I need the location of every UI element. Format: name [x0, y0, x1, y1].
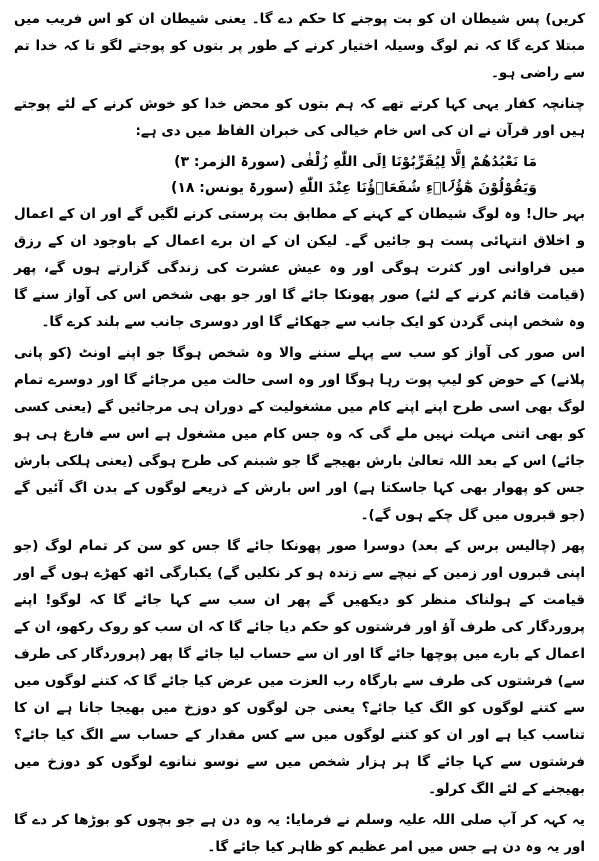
paragraph-idol-worship: بہر حال! وہ لوگ شیطان کے کہنے کے مطابق بت پرستی کرنے لگیں گے اور ان کے اعمال و اخلاق انتہائی پست ہو جائیں گے۔ لیکن ان کے ان برے اعمال کے باوجود ان کے رزق میں فراوانی اور کثرت ہوگی اور وہ عیش عشرت کی زندگی گزارتے ہوں گے، پھر (قیامت قائم کرنے کے لئے) صور پھونکا جائے گا اور جو بھی شخص اس کی آواز سنے گا وہ شخص اپنی گردن کو ایک جانب سے جھکائے گا اور دوسری جانب سے بلند کرے گا۔ [14, 206, 586, 330]
paragraph-first-trumpet: اس صور کی آواز کو سب سے پہلے سننے والا وہ شخص ہوگا جو اپنے اونٹ (کو پانی پلانے) کے حوض کو لیپ پوت رہا ہوگا اور وہ اسی حالت میں مرجائے گا اور دوسرے تمام لوگ بھی اسی طرح اپنے اپنے کام میں مشغولیت کے دوران ہی مرجائیں گے (یعنی کسی کو بھی اتنی مہلت نہیں ملے گی کہ وہ جس کام میں مشغول ہے اس سے فارغ ہی ہو جائے) اس کے بعد اللہ تعالیٰ بارش بھیجے گا جو شبنم کی طرح ہوگی (یعنی ہلکی بارش جس کو پھوار بھی کہا جاسکتا ہے) اور اس بارش کے ذریعے لوگوں کے بدن اگ آئیں گے (جو قبروں میں گل چکے ہوں گے)۔ [14, 345, 585, 523]
paragraph-second-trumpet: پھر (چالیس برس کے بعد) دوسرا صور پھونکا جائے گا جس کو سن کر تمام لوگ (جو اپنی قبروں اور زمین کے نیچے سے زندہ ہو کر نکلیں گے) یکبارگی اٹھ کھڑے ہوں گے اور قیامت کے ہولناک منظر کو دیکھیں گے پھر ان سب سے کہا جائے گا کہ لوگو! اپنے پروردگار کی طرف آؤ اور فرشتوں کو حکم دیا جائے گا کہ ان سب کو روک رکھو، ان کے اعمال کے بارے میں پوچھا جائے گا اور ان سے حساب لیا جائے گا پھر (پروردگار کی طرف سے) فرشتوں کی طرف سے بارگاہ رب العزت میں عرض کیا جائے گا کہ کتنے لوگوں میں سے کتنے لوگوں کو الگ کیا جائے؟ یعنی جن لوگوں کو دوزخ میں بھیجا جانا ہے ان کا تناسب کیا ہے اور ان کو کتنے لوگوں میں سے کس مقدار کے حساب سے الگ کیا جائے؟ فرشتوں سے کہا جائے گا ہر ہزار شخص میں سے نوسو ننانوے لوگوں کو دوزخ میں بھیجنے کے لئے الگ کرلو۔ [14, 538, 585, 797]
quran-ayah-zumar: مَا نَعْبُدُهُمْ اِلَّا لِيُقَرِّبُوْنَا اِلَى اللّٰهِ زُلْفٰى (سورۃ الزمر: ۳) [174, 154, 537, 170]
quran-ayah-yunus: وَيَقُوْلُوْنَ هٰٓؤُلَاۗءِ شُفَعَاۗؤُنَا عِنْدَ اللّٰهِ (سورۃ یونس: ۱۸) [170, 180, 537, 196]
paragraph-prophet-saying: یہ کہہ کر آپ صلی اللہ علیہ وسلم نے فرمایا: یہ وہ دن ہے جو بچوں کو بوڑھا کر دے گا اور یہ وہ دن ہے جس میں امر عظیم کو ظاہر کیا جائے گا۔ [14, 812, 585, 855]
paragraph-shaitan-command: کریں) پس شیطان ان کو بت پوجنے کا حکم دے گا۔ یعنی شیطان ان کو اس فریب میں مبتلا کرے گا کہ تم لوگ وسیلہ اختیار کرنے کے طور پر بتوں کو پوجتے لگو تا کہ خدا تم سے راضی ہو۔ [14, 11, 585, 81]
paragraph-kuffar-claim: چنانچہ کفار یہی کہا کرتے تھے کہ ہم بتوں کو محض خدا کو خوش کرنے کے لئے پوجتے ہیں اور قرآن نے ان کی اس خام خیالی کی خبران الفاظ میں دی ہے: [14, 96, 585, 139]
